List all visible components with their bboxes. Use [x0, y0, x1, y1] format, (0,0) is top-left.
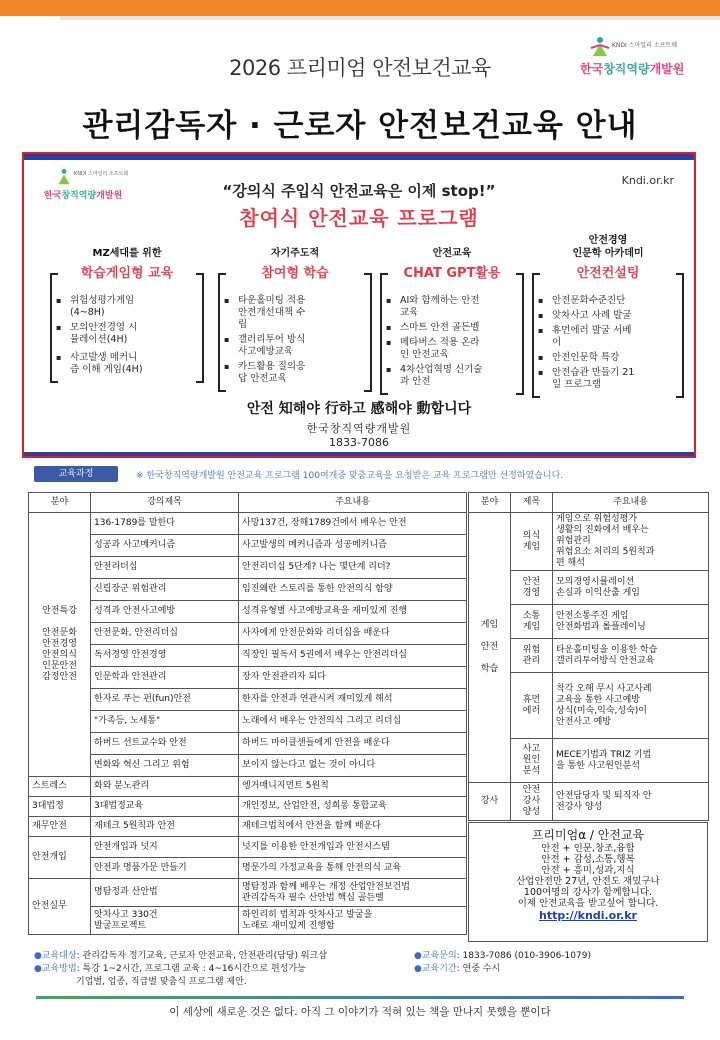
premium-line: 안전 + 인문,창조,융합	[541, 843, 635, 854]
title-cell: 안전과 명품가문 만들기	[91, 858, 239, 879]
banner-org: 한국창직역량개발원	[306, 422, 412, 435]
content-cell: 명문가의 가정교육을 통해 안전의식 교육	[239, 858, 467, 879]
program-column-game	[52, 234, 202, 383]
table-row	[29, 711, 467, 733]
course-note: ※ 한국창직역량개발원 안전교육 프로그램 100여개중 맞춤교육을 요청받은 교육 프로그램만 선정하였습니다.	[136, 471, 564, 481]
content-cell: 성격유형별 사고예방교육을 재미있게 진행	[239, 601, 467, 623]
content-cell: 타운홀미팅을 이용한 학습 갤러리투어방식 안전교육	[553, 639, 709, 673]
info-inquiry: ●교육문의: 1833-7086 (010-3906-1079)	[414, 951, 591, 961]
list-item: ▪ 스마트 안전 골든벨	[396, 322, 518, 334]
content-cell: 게임으로 위험성평가 생활의 진화에서 배우는 위험관리 위험요소 처리의 5원칙과 편 해석	[553, 513, 709, 571]
program-column-participation	[220, 234, 370, 392]
list-item: ▪ 앗차사고 사례 발굴	[548, 310, 678, 322]
website-link[interactable]: http://kndi.or.kr	[539, 909, 637, 922]
banner-program-title: 참여식 안전교육 프로그램	[239, 206, 479, 230]
course-table-right	[468, 492, 709, 821]
table-row	[29, 797, 467, 817]
content-cell: 사고발생의 메커니즘과 성공메커니즘	[239, 535, 467, 557]
table-row	[29, 689, 467, 711]
list-item: ▪ 모의안전경영 시 뮬레이션(4H)	[66, 322, 198, 346]
column-title: 학습게임형 교육	[80, 266, 174, 281]
column-title: CHAT GPT활용	[403, 266, 501, 281]
premium-line: 100여명의 강사가 함께합니다.	[523, 887, 653, 898]
premium-box	[468, 822, 708, 942]
content-cell: 모의경영시뮬레이션 손실과 이익산출 게임	[553, 571, 709, 605]
logo-figure-icon	[590, 36, 610, 58]
table-row	[29, 817, 467, 837]
column-header: 주요내용	[239, 493, 467, 513]
table-row	[29, 535, 467, 557]
content-cell: 안전담당자 및 퇴직자 안 전강사 양성	[553, 783, 709, 821]
table-row	[29, 513, 467, 535]
program-column-consulting	[534, 234, 682, 398]
table-row	[29, 579, 467, 601]
field-cell: 스트레스	[29, 777, 91, 797]
content-cell: 착각 오해 무시 사고사례 교육을 통한 사고예방 상식(미숙,익숙,성숙)이 안전사고 예방	[553, 673, 709, 739]
column-header: 분야	[29, 493, 91, 513]
list-item: ▪ 안전문화수준진단	[548, 295, 678, 307]
content-cell: 재테크법칙에서 안전을 함께 배운다	[239, 817, 467, 837]
table-row	[29, 623, 467, 645]
org-logo	[580, 36, 710, 86]
column-bracket	[534, 287, 682, 398]
banner-bottom-stripe	[24, 452, 694, 456]
table-row	[29, 858, 467, 879]
content-cell: 개인정보, 산업안전, 성희롱 통합교육	[239, 797, 467, 817]
title-cell: 안전 강사 양성	[511, 783, 553, 821]
program-column-gpt	[382, 234, 522, 395]
title-cell: 재테크 5원칙과 안전	[91, 817, 239, 837]
content-cell: 임진왜란 스토리를 통한 안전의식 함양	[239, 579, 467, 601]
premium-line: 이제 안전교육을 받고싶어 합니다.	[517, 898, 659, 909]
list-item: ▪ 갤러리투어 방식 사고예방교육	[234, 334, 366, 358]
column-header: 강의제목	[91, 493, 239, 513]
column-bracket	[52, 287, 202, 383]
title-cell: 위험 관리	[511, 639, 553, 673]
field-cell: 게임 안전 학습	[469, 513, 511, 783]
column-title: 참여형 학습	[261, 266, 329, 281]
column-bracket	[382, 287, 522, 395]
info-method-detail: 기업별, 업종, 직급별 맞춤식 프로그램 제안.	[76, 977, 247, 987]
content-cell: 하인리히 법칙과 앗차사고 발굴을 노래로 재미있게 진행함	[239, 907, 467, 935]
title-cell: 안전문화, 안전리더십	[91, 623, 239, 645]
premium-line: 안전 + 감성,소통,행복	[541, 854, 635, 865]
title-cell: 성공과 사고메커니즘	[91, 535, 239, 557]
field-cell: 안전실무	[29, 879, 91, 935]
content-cell: 직장인 필독서 5권에서 배우는 안전리더십	[239, 645, 467, 667]
list-item: ▪ 안전인문학 특강	[548, 352, 678, 364]
list-item: ▪ 메타버스 적용 온라 인 안전교육	[396, 337, 518, 361]
table-row	[29, 667, 467, 689]
field-cell: 3대법정	[29, 797, 91, 817]
premium-line: 안전 + 흥미,성과,지식	[541, 865, 635, 876]
title-cell: 인문학과 안전관리	[91, 667, 239, 689]
title-cell: 의식 게임	[511, 513, 553, 571]
info-target: ●교육대상: 관리감독자 정기교육, 근로자 안전교육, 안전관리(담당) 워크샵	[34, 951, 327, 961]
column-head: 안전교육	[432, 248, 472, 259]
table-row	[29, 837, 467, 858]
title-cell: 신립장군 위험관리	[91, 579, 239, 601]
content-cell: 사망137건, 장해1789건에서 배우는 안전	[239, 513, 467, 535]
title-cell: "가족등, 노세통"	[91, 711, 239, 733]
logo-name: 한국창직역량개발원	[580, 62, 685, 76]
content-cell: 넛지를 이용한 안전개입과 안전시스템	[239, 837, 467, 858]
title-cell: 독서경영 안전경영	[91, 645, 239, 667]
title-cell: 한자로 푸는 펀(fun)안전	[91, 689, 239, 711]
year-title: 2026 프리미엄 안전보건교육	[229, 56, 491, 80]
info-period: ●교육기간: 연중 수시	[414, 964, 501, 974]
banner-motto: 안전 知해야 行하고 感해야 動합니다	[246, 401, 472, 417]
column-head: 안전경영 인문학 아카데미	[572, 235, 644, 259]
column-header: 분야	[469, 493, 511, 513]
content-cell: 장자 안전관리자 되다	[239, 667, 467, 689]
table-row	[29, 645, 467, 667]
column-head: 자기주도적	[270, 248, 320, 259]
content-cell: 명탐정과 함께 배우는 개정 산업안전보건법 관리감독자 필수 산안법 핵심 골든벨	[239, 879, 467, 907]
list-item: ▪ 사고발생 메커니 즘 이해 게임(4H)	[66, 352, 198, 376]
column-header: 주요내용	[553, 493, 709, 513]
content-cell: 안전소통주진 게임 안전화법과 롤플레이닝	[553, 605, 709, 639]
list-item: ▪ 안전습관 만들기 21 일 프로그램	[548, 367, 678, 391]
content-cell: MECE기법과 TRIZ 기법 을 통한 사고원인분석	[553, 739, 709, 783]
footer-divider	[36, 996, 684, 999]
banner-quote: “강의식 주입식 안전교육은 이제 stop!”	[222, 182, 496, 200]
title-cell: 명탐정과 산안법	[91, 879, 239, 907]
table-row	[469, 513, 709, 571]
table-row	[29, 557, 467, 579]
list-item: ▪ AI와 함께하는 안전 교육	[396, 295, 518, 319]
content-cell: 노래에서 배우는 안전의식 그리고 리더십	[239, 711, 467, 733]
title-cell: 화와 분노관리	[91, 777, 239, 797]
course-table-left	[28, 492, 467, 935]
title-cell: 앗차사고 330건 발굴프로젝트	[91, 907, 239, 935]
program-banner	[22, 152, 696, 458]
banner-url[interactable]: Kndi.or.kr	[621, 174, 674, 187]
title-cell: 안전리더십	[91, 557, 239, 579]
field-cell: 안전특강 안전문화 안전경영 안전의식 인문안전 감정안전	[29, 513, 91, 777]
title-cell: 3대법정교육	[91, 797, 239, 817]
list-item: ▪ 타운홀미팅 적용 안전개선대책 수 립	[234, 295, 366, 331]
banner-phone: 1833-7086	[329, 436, 389, 449]
title-cell: 하버드 선트교수와 안전	[91, 733, 239, 755]
title-cell: 변화와 혁신 그리고 위험	[91, 755, 239, 777]
column-header: 제목	[511, 493, 553, 513]
field-cell: 안전개입	[29, 837, 91, 879]
column-head: MZ세대를 위한	[92, 248, 162, 259]
table-row	[29, 601, 467, 623]
banner-top-stripe	[24, 154, 694, 160]
table-row	[29, 907, 467, 935]
content-cell: 하버드 마이클샌들에게 안전을 배운다	[239, 733, 467, 755]
title-cell: 성격과 안전사고예방	[91, 601, 239, 623]
list-item: ▪ 휴먼에러 발굴 서베 이	[548, 325, 678, 349]
logo-subtitle: KNDI 스마일리 소프트웨	[612, 42, 677, 49]
content-cell: 보이지 않는다고 없는 것이 아니다	[239, 755, 467, 777]
title-cell: 136-1789를 말한다	[91, 513, 239, 535]
title-cell: 소통 게임	[511, 605, 553, 639]
title-cell: 안전 경영	[511, 571, 553, 605]
table-row	[469, 783, 709, 821]
content-cell: 엥거매니지먼트 5원칙	[239, 777, 467, 797]
content-cell: 한자를 안전과 연관시켜 재미있게 해석	[239, 689, 467, 711]
course-section-label: 교육과정	[34, 466, 118, 482]
premium-title: 프리미엄α / 안전교육	[531, 828, 645, 842]
list-item: ▪ 4차산업혁명 신기술 과 안전	[396, 364, 518, 388]
list-item: ▪ 위험성평가게임 (4~8H)	[66, 295, 198, 319]
column-bracket	[220, 287, 370, 392]
field-cell: 재무안전	[29, 817, 91, 837]
banner-logo-sub: KNDI 스마일리 소프트웨	[74, 171, 129, 177]
top-accent-line	[60, 16, 720, 20]
table-row	[29, 755, 467, 777]
title-cell: 휴먼 에러	[511, 673, 553, 739]
top-accent-bar	[0, 0, 720, 16]
title-cell: 안전개입과 넛지	[91, 837, 239, 858]
list-item: ▪ 카드활용 질의응 답 안전교육	[234, 361, 366, 385]
info-method: ●교육방법: 특강 1~2시간, 프로그램 교육 : 4~16시간으로 편성가능	[34, 964, 306, 974]
title-cell: 사고 원인 분석	[511, 739, 553, 783]
table-row	[29, 879, 467, 907]
table-row	[29, 777, 467, 797]
content-cell: 안전리더십 5단계? 나는 몇단계 리더?	[239, 557, 467, 579]
footer-quote: 이 세상에 새로운 것은 없다. 아직 그 이야기가 적혀 있는 책을 만나지 못했을 뿐이다	[169, 1006, 551, 1018]
content-cell: 사자에게 안전문화와 리더십을 배운다	[239, 623, 467, 645]
table-header-row	[469, 493, 709, 513]
banner-logo-name: 한국창직역량개발원	[44, 191, 123, 201]
premium-line: 산업안전만 27년, 안전도 재밌구나	[516, 876, 660, 887]
page-title: 관리감독자 · 근로자 안전보건교육 안내	[82, 108, 638, 144]
field-cell: 강사	[469, 783, 511, 821]
table-header-row	[29, 493, 467, 513]
table-row	[29, 733, 467, 755]
column-title: 안전컨설팅	[576, 266, 640, 281]
